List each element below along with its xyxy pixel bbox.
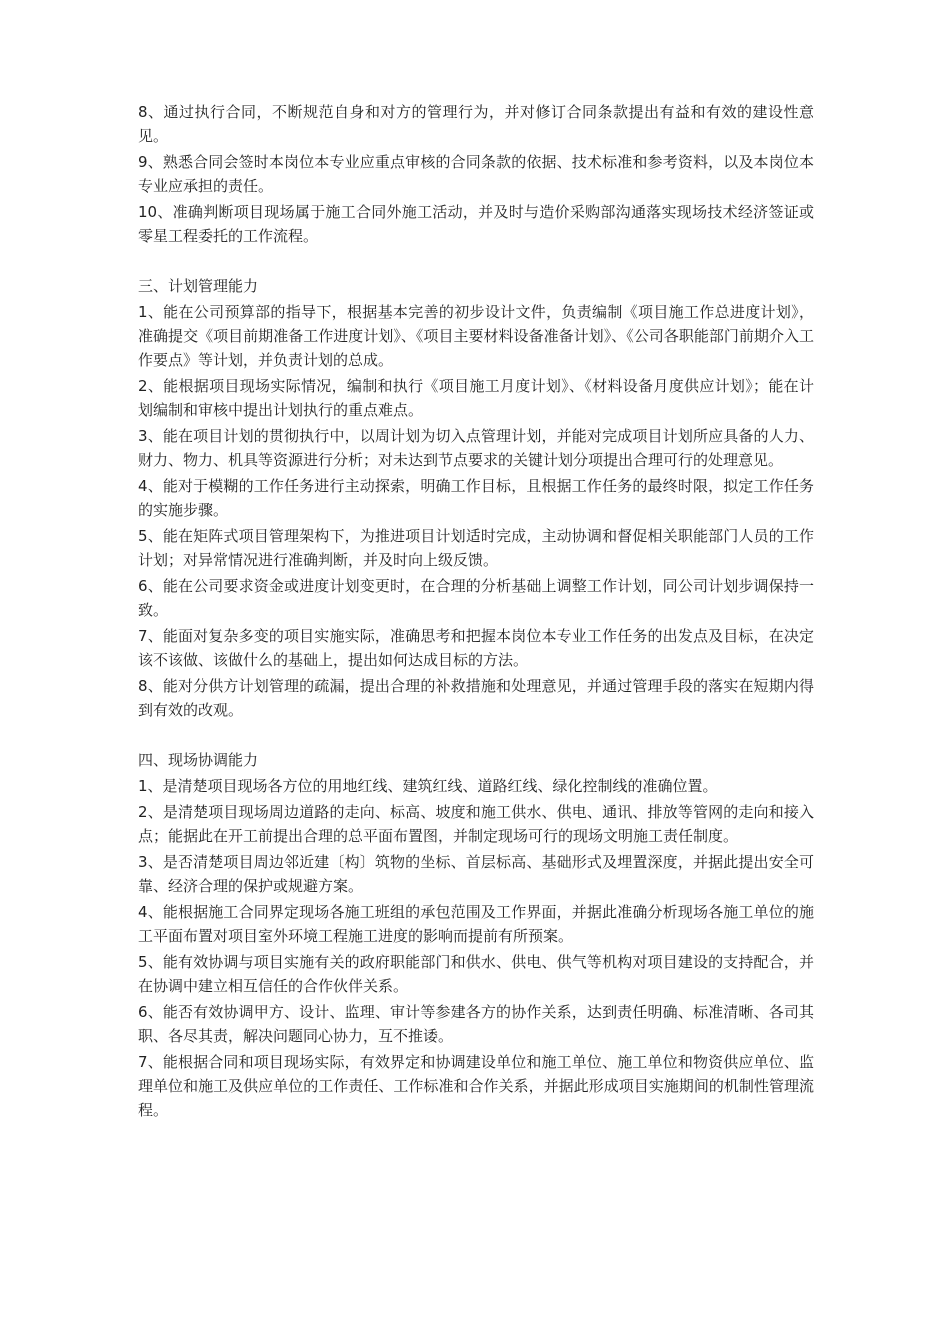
section-contract-continued: [138, 100, 814, 248]
paragraph: 10、准确判断项目现场属于施工合同外施工活动，并及时与造价采购部沟通落实现场技术经济签证或零星工程委托的工作流程。: [138, 203, 814, 245]
paragraph: 3、能在项目计划的贯彻执行中，以周计划为切入点管理计划，并能对完成项目计划所应具备的人力、财力、物力、机具等资源进行分析；对未达到节点要求的关键计划分项提出合理可行的处理意见。: [138, 427, 814, 469]
section-plan-management: [138, 274, 814, 722]
paragraph: 2、是清楚项目现场周边道路的走向、标高、坡度和施工供水、供电、通讯、排放等管网的走向和接入点；能据此在开工前提出合理的总平面布置图，并制定现场可行的现场文明施工责任制度。: [138, 803, 814, 845]
paragraph: 4、能对于模糊的工作任务进行主动探索，明确工作目标，且根据工作任务的最终时限，拟定工作任务的实施步骤。: [138, 477, 814, 519]
paragraph: 1、是清楚项目现场各方位的用地红线、建筑红线、道路红线、绿化控制线的准确位置。: [138, 777, 718, 795]
paragraph: 1、能在公司预算部的指导下，根据基本完善的初步设计文件，负责编制《项目施工作总进度计划》，准确提交《项目前期准备工作进度计划》、《项目主要材料设备准备计划》、《公司各职能部门前期介入工作要点》等计划，并负责计划的总成。: [138, 303, 814, 369]
paragraph: 8、能对分供方计划管理的疏漏，提出合理的补救措施和处理意见，并通过管理手段的落实在短期内得到有效的改观。: [138, 677, 814, 719]
paragraph: 5、能有效协调与项目实施有关的政府职能部门和供水、供电、供气等机构对项目建设的支持配合，并在协调中建立相互信任的合作伙伴关系。: [138, 953, 814, 995]
paragraph: 8、通过执行合同，不断规范自身和对方的管理行为，并对修订合同条款提出有益和有效的建设性意见。: [138, 103, 814, 145]
paragraph: 5、能在矩阵式项目管理架构下，为推进项目计划适时完成，主动协调和督促相关职能部门人员的工作计划；对异常情况进行准确判断，并及时向上级反馈。: [138, 527, 814, 569]
section-heading: 三、计划管理能力: [138, 277, 259, 295]
paragraph: 7、能根据合同和项目现场实际，有效界定和协调建设单位和施工单位、施工单位和物资供应单位、监理单位和施工及供应单位的工作责任、工作标准和合作关系，并据此形成项目实施期间的机制性管理流程。: [138, 1053, 814, 1119]
paragraph: 6、能否有效协调甲方、设计、监理、审计等参建各方的协作关系，达到责任明确、标准清晰、各司其职、各尽其责，解决问题同心协力，互不推诿。: [138, 1003, 814, 1045]
paragraph: 6、能在公司要求资金或进度计划变更时，在合理的分析基础上调整工作计划，同公司计划步调保持一致。: [138, 577, 814, 619]
section-heading: 四、现场协调能力: [138, 751, 259, 769]
section-site-coordination: [138, 748, 814, 1122]
document-body: [138, 100, 814, 1124]
paragraph: 2、能根据项目现场实际情况，编制和执行《项目施工月度计划》、《材料设备月度供应计划》；能在计划编制和审核中提出计划执行的重点难点。: [138, 377, 814, 419]
paragraph: 7、能面对复杂多变的项目实施实际，准确思考和把握本岗位本专业工作任务的出发点及目标，在决定该不该做、该做什么的基础上，提出如何达成目标的方法。: [138, 627, 814, 669]
paragraph: 9、熟悉合同会签时本岗位本专业应重点审核的合同条款的依据、技术标准和参考资料，以及本岗位本专业应承担的责任。: [138, 153, 814, 195]
paragraph: 3、是否清楚项目周边邻近建〔构〕筑物的坐标、首层标高、基础形式及埋置深度，并据此提出安全可靠、经济合理的保护或规避方案。: [138, 853, 814, 895]
paragraph: 4、能根据施工合同界定现场各施工班组的承包范围及工作界面，并据此准确分析现场各施工单位的施工平面布置对项目室外环境工程施工进度的影响而提前有所预案。: [138, 903, 814, 945]
